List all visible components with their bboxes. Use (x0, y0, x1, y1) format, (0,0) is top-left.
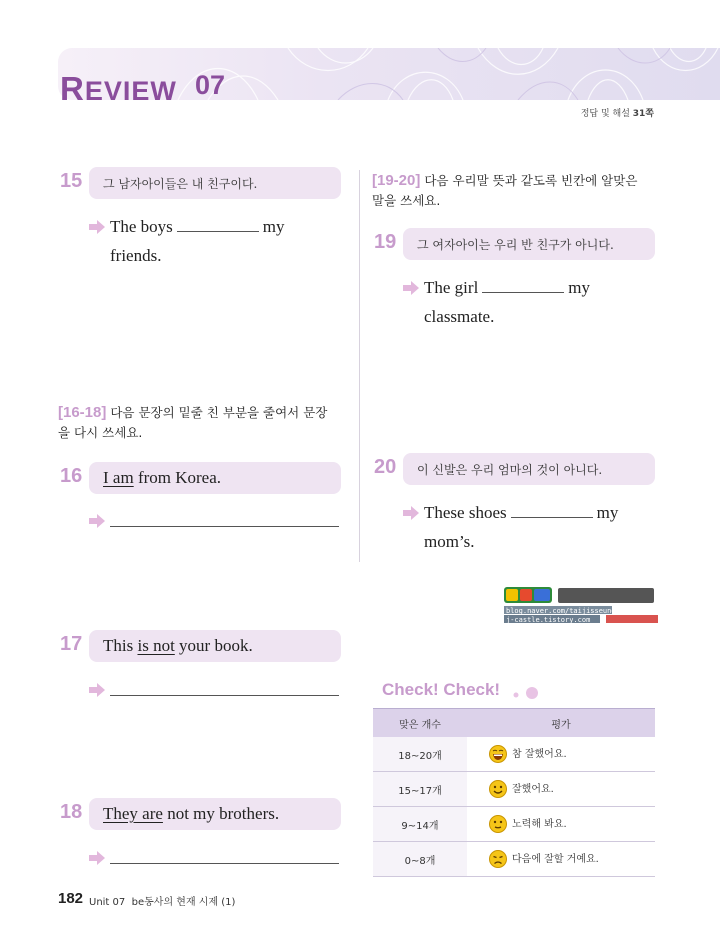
answer-blank[interactable] (177, 219, 259, 232)
korean-prompt-19: 그 여자아이는 우리 반 친구가 아니다. (403, 228, 655, 260)
answer-20: These shoes my mom’s. (424, 503, 619, 551)
table-row: 0~8개 다음에 잘할 거예요. (373, 842, 655, 877)
question-number-17: 17 (60, 633, 83, 655)
header-correct-count: 맞은 개수 (373, 709, 467, 738)
sentence-16: I am from Korea. (89, 462, 341, 494)
question-number-16: 16 (60, 465, 83, 487)
arrow-icon (88, 220, 106, 234)
question-number-20: 20 (374, 456, 397, 478)
arrow-icon (402, 281, 420, 295)
sentence-17: This is not your book. (89, 630, 341, 662)
table-row: 15~17개 잘했어요. (373, 772, 655, 807)
answer-reference: 정답 및 해설 31쪽 (580, 109, 654, 119)
answer-blank[interactable] (511, 505, 593, 518)
korean-prompt-15: 그 남자아이들은 내 친구이다. (89, 167, 341, 199)
svg-text:blog.naver.com/taijisseung: blog.naver.com/taijisseung (506, 607, 616, 615)
question-number-18: 18 (60, 801, 83, 823)
answer-15: The boys my friends. (110, 217, 285, 265)
smiling-face-icon (489, 780, 507, 798)
answer-19: The girl my classmate. (424, 278, 591, 326)
arrow-icon (88, 514, 106, 528)
decorative-dots (512, 686, 542, 700)
review-title: REVIEW (60, 70, 177, 107)
sentence-18: They are not my brothers. (89, 798, 341, 830)
answer-blank[interactable] (482, 280, 564, 293)
question-number-19: 19 (374, 231, 397, 253)
neutral-face-icon (489, 815, 507, 833)
review-number: 07 (195, 70, 226, 100)
answer-line-16[interactable] (110, 526, 339, 527)
table-row: 9~14개 노력해 봐요. (373, 807, 655, 842)
laughing-face-icon (489, 745, 507, 763)
svg-text:j-castle.tistory.com: j-castle.tistory.com (506, 616, 591, 624)
page-number: 182 (58, 890, 84, 907)
arrow-icon (88, 683, 106, 697)
korean-prompt-20: 이 신발은 우리 엄마의 것이 아니다. (403, 453, 655, 485)
check-check-title: Check! Check! (382, 680, 501, 699)
footer-unit: Unit 07 be동사의 현재 시제 (1) (89, 897, 236, 908)
instruction-16-18: [16-18] 다음 문장의 밑줄 친 부분을 줄여서 문장 을 다시 쓰세요. (58, 404, 328, 440)
arrow-icon (88, 851, 106, 865)
instruction-19-20: [19-20] 다음 우리말 뜻과 같도록 빈칸에 알맞은 말을 쓰세요. (372, 172, 638, 208)
check-table (373, 708, 655, 877)
blog-logo-watermark (502, 586, 660, 624)
column-divider (359, 170, 360, 562)
sad-face-icon (489, 850, 507, 868)
arrow-icon (402, 506, 420, 520)
question-number-15: 15 (60, 170, 83, 192)
table-row: 18~20개 참 잘했어요. (373, 737, 655, 772)
answer-line-17[interactable] (110, 695, 339, 696)
answer-line-18[interactable] (110, 863, 339, 864)
header-evaluation: 평가 (467, 709, 655, 738)
